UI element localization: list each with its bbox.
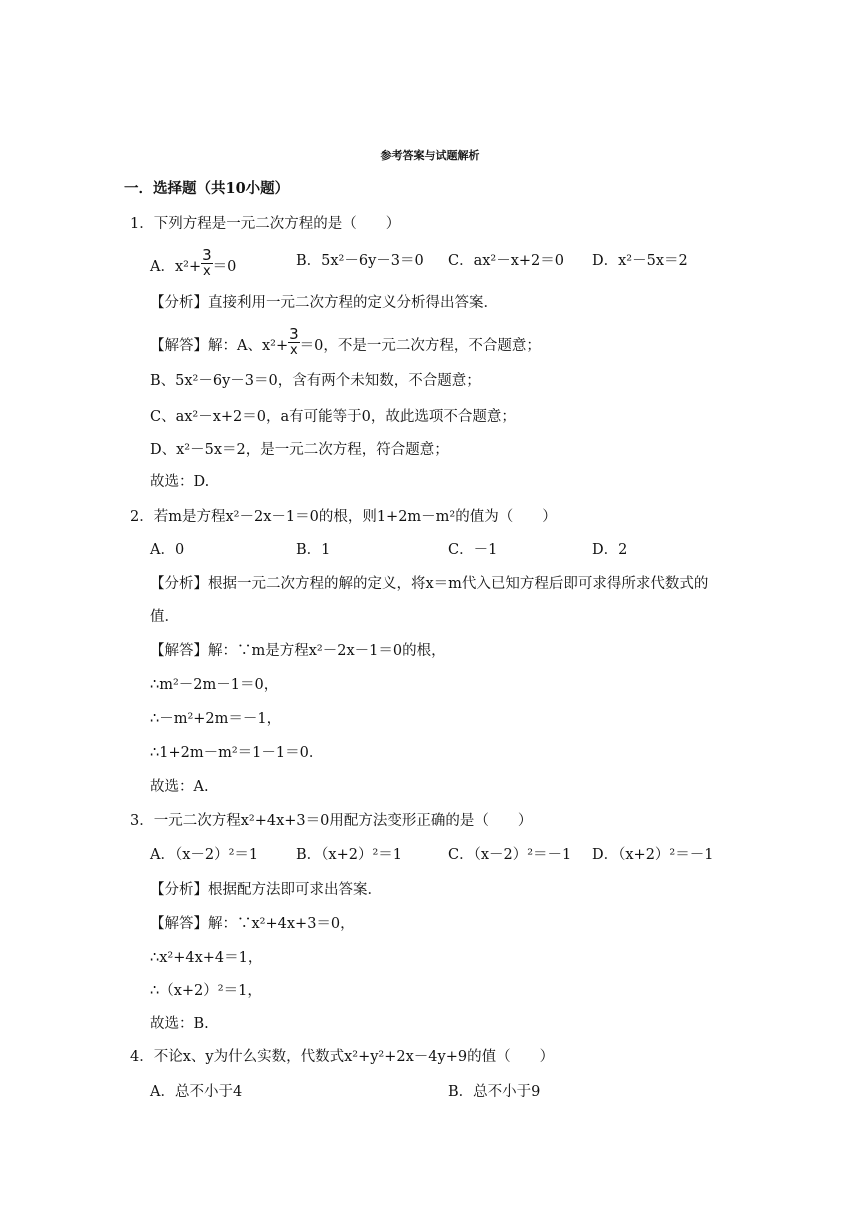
answer-suffix: ＝0，不是一元二次方程，不合题意； <box>299 338 541 354</box>
question-2-step-3: ∴1+2m－m²＝1－1＝0． <box>150 745 324 761</box>
fraction-numerator: 3 <box>202 246 212 264</box>
question-3-analysis: 【分析】根据配方法即可求出答案． <box>150 882 382 898</box>
question-3-option-a: A．（x－2）²＝1 <box>150 847 259 863</box>
question-3-answer: 【解答】解：∵x²+4x+3＝0， <box>150 916 355 932</box>
question-1-stem: 1．下列方程是一元二次方程的是（ ） <box>130 216 401 232</box>
question-2-option-b: B．1 <box>296 542 331 558</box>
option-a-prefix: A．x²+ <box>150 259 202 275</box>
question-3-step-1: ∴x²+4x+4＝1， <box>150 950 263 966</box>
fraction-denominator: x <box>203 264 211 279</box>
fraction-denominator: x <box>290 343 298 358</box>
question-4-option-b: B．总不小于9 <box>448 1084 541 1100</box>
answer-prefix: 【解答】解：A、x²+ <box>150 338 289 354</box>
question-2-option-c: C．－1 <box>448 542 498 558</box>
question-1-line-c: C、ax²－x+2＝0，a有可能等于0，故此选项不合题意； <box>150 409 516 425</box>
section-heading: 一．选择题（共10小题） <box>124 180 290 197</box>
question-3-option-b: B．（x+2）²＝1 <box>296 847 402 863</box>
question-2-step-2: ∴－m²+2m＝－1， <box>150 711 282 727</box>
question-1-line-b: B、5x²－6y－3＝0，含有两个未知数，不合题意； <box>150 373 481 389</box>
question-2-option-d: D．2 <box>592 542 628 558</box>
question-2-option-a: A．0 <box>150 542 185 558</box>
question-2-step-1: ∴m²－2m－1＝0， <box>150 677 279 693</box>
page-title: 参考答案与试题解析 <box>380 149 480 162</box>
fraction <box>288 326 300 358</box>
fraction <box>201 247 213 279</box>
question-1-choice: 故选：D. <box>150 474 210 490</box>
question-1-line-d: D、x²－5x＝2，是一元二次方程，符合题意； <box>150 442 449 458</box>
option-a-suffix: ＝0 <box>212 259 237 275</box>
question-2-analysis-line-2: 值． <box>150 609 179 625</box>
question-1-analysis: 【分析】直接利用一元二次方程的定义分析得出答案． <box>150 295 498 311</box>
question-1-option-a <box>150 246 237 283</box>
question-2-analysis-line-1: 【分析】根据一元二次方程的解的定义，将x＝m代入已知方程后即可求得所求代数式的 <box>150 576 709 592</box>
question-3-step-2: ∴（x+2）²＝1， <box>150 983 262 999</box>
question-3-stem: 3．一元二次方程x²+4x+3＝0用配方法变形正确的是（ ） <box>130 813 533 829</box>
question-1-option-d: D．x²－5x＝2 <box>592 253 688 269</box>
question-3-option-c: C．（x－2）²＝－1 <box>448 847 572 863</box>
question-4-stem: 4．不论x、y为什么实数，代数式x²+y²+2x－4y+9的值（ ） <box>130 1049 555 1065</box>
question-2-choice: 故选：A. <box>150 779 209 795</box>
question-3-choice: 故选：B. <box>150 1016 209 1032</box>
question-2-stem: 2．若m是方程x²－2x－1＝0的根，则1+2m－m²的值为（ ） <box>130 509 557 525</box>
question-1-answer <box>150 325 541 362</box>
question-4-option-a: A．总不小于4 <box>150 1084 243 1100</box>
fraction-numerator: 3 <box>289 325 299 343</box>
question-3-option-d: D．（x+2）²＝－1 <box>592 847 714 863</box>
question-1-option-c: C．ax²－x+2＝0 <box>448 253 565 269</box>
question-2-answer: 【解答】解：∵m是方程x²－2x－1＝0的根， <box>150 643 446 659</box>
question-1-option-b: B．5x²－6y－3＝0 <box>296 253 424 269</box>
